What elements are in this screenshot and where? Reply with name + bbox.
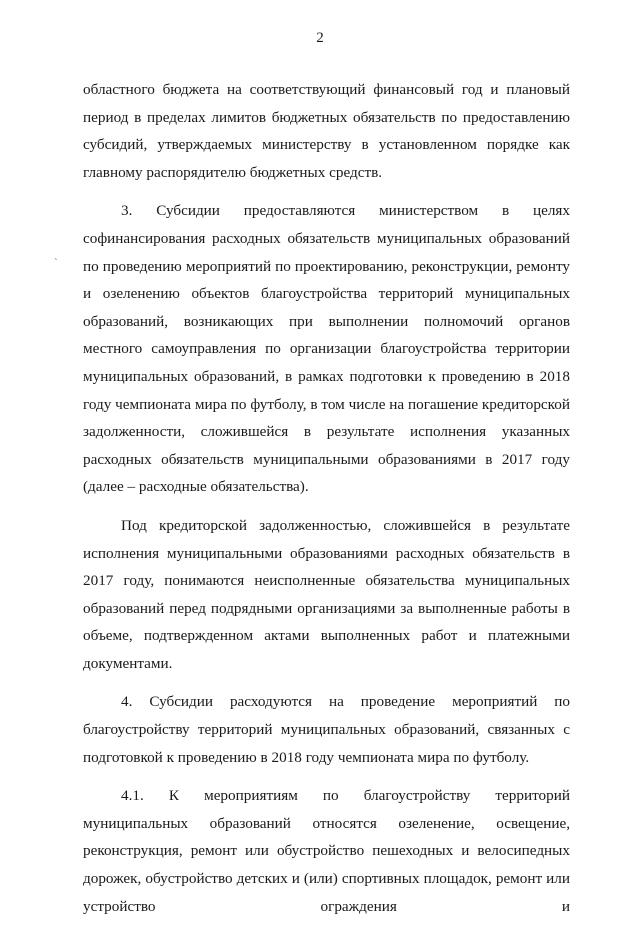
paragraph-item-4: 4. Субсидии расходуются на проведение мероприятий по благоустройству территорий муниципальных образований, связанных с подготовкой к проведению в 2018 году чемпионата мира по футболу. (83, 693, 570, 766)
margin-mark: ` (54, 257, 58, 269)
paragraph-item-3: 3. Субсидии предоставляются министерством в целях софинансирования расходных обязательств муниципальных образований по проведению мероприятий по проектированию, реконструкции, ремонту и озеленению объектов благоустройства территорий муниципальных образований, возникающих при выполнении полномочий органов местного самоуправления по организации благоустройства территории муниципальных образований, в рамках подготовки к проведению в 2018 году чемпионата мира по футболу, в том числе на погашение кредиторской задолженности, сложившейся в результате исполнения указанных расходных обязательств муниципальными образованиями в 2017 году (далее – расходные обязательства). (83, 202, 570, 496)
paragraph-item-4-1: 4.1. К мероприятиям по благоустройству территорий муниципальных образований относятся озеленение, освещение, реконструкция, ремонт или обустройство пешеходных и велосипедных дорожек, обустройство детских и (или) спортивных площадок, ремонт или устройство ограждения и (83, 787, 570, 915)
paragraph-debt-definition: Под кредиторской задолженностью, сложившейся в результате исполнения муниципальными образованиями расходных обязательств в 2017 году, понимаются неисполненные обязательства муниципальных образований перед подрядными организациями за выполненные работы в объеме, подтвержденном актами выполненных работ и платежными документами. (83, 516, 570, 672)
page-number: 2 (316, 30, 324, 46)
paragraph-continuation: областного бюджета на соответствующий финансовый год и плановый период в пределах лимитов бюджетных обязательств по предоставлению субсидий, утверждаемых министерству в установленном порядке как главному распорядителю бюджетных средств. (83, 81, 570, 181)
document-body (83, 76, 570, 931)
